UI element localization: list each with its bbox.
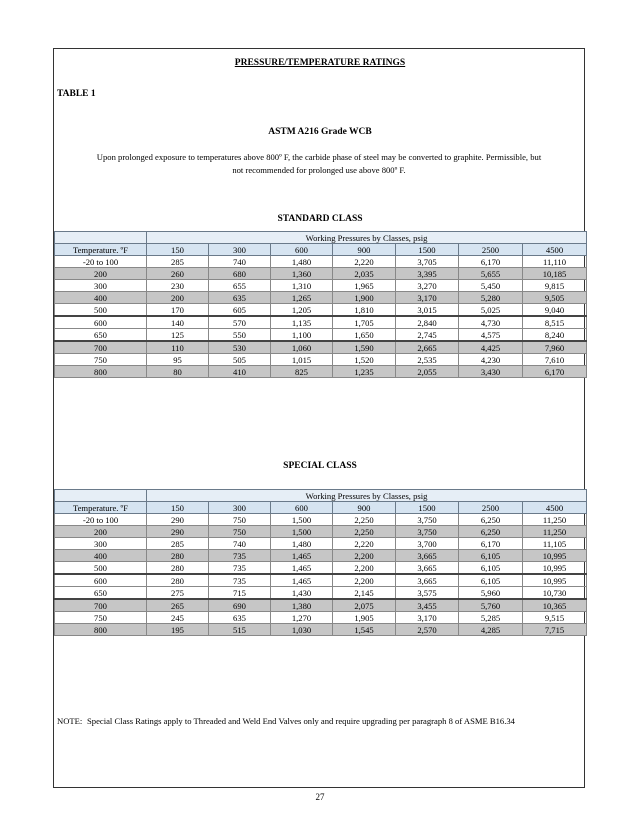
pressure-cell: 3,015 bbox=[396, 304, 459, 317]
pressure-cell: 5,285 bbox=[459, 612, 523, 624]
pressure-cell: 655 bbox=[209, 280, 271, 292]
pressure-cell: 95 bbox=[147, 354, 209, 366]
table-row bbox=[55, 526, 587, 538]
pressure-cell: 530 bbox=[209, 341, 271, 354]
pressure-cell: 2,055 bbox=[396, 366, 459, 378]
pressure-cell: 1,265 bbox=[271, 292, 333, 304]
pressure-cell: 1,705 bbox=[333, 316, 396, 329]
pressure-cell: 1,500 bbox=[271, 526, 333, 538]
pressure-cell: 6,105 bbox=[459, 550, 523, 562]
pressure-cell: 11,105 bbox=[523, 538, 587, 550]
column-header: 4500 bbox=[523, 502, 587, 514]
pressure-cell: 1,465 bbox=[271, 550, 333, 562]
pressure-cell: 5,655 bbox=[459, 268, 523, 280]
pressure-cell: 740 bbox=[209, 538, 271, 550]
pressure-cell: 80 bbox=[147, 366, 209, 378]
pressure-cell: 3,705 bbox=[396, 256, 459, 268]
pressure-cell: 6,105 bbox=[459, 562, 523, 575]
pressure-cell: 1,270 bbox=[271, 612, 333, 624]
pressure-cell: 515 bbox=[209, 624, 271, 636]
column-header: Temperature. ºF bbox=[55, 244, 147, 256]
pressure-cell: 1,030 bbox=[271, 624, 333, 636]
graphitization-warning: Upon prolonged exposure to temperatures above 800º F, the carbide phase of steel may be converted to graphite. Permissible, but not recommended for prolonged use above 800º F. bbox=[96, 152, 542, 175]
working-pressures-label: Working Pressures by Classes, psig bbox=[147, 490, 587, 502]
pressure-cell: 1,060 bbox=[271, 341, 333, 354]
temperature-cell: 500 bbox=[55, 562, 147, 575]
pressure-cell: 1,310 bbox=[271, 280, 333, 292]
pressure-cell: 10,365 bbox=[523, 599, 587, 612]
special-class-title: SPECIAL CLASS bbox=[283, 461, 357, 471]
pressure-cell: 2,200 bbox=[333, 550, 396, 562]
pressure-cell: 265 bbox=[147, 599, 209, 612]
pressure-cell: 715 bbox=[209, 587, 271, 600]
pressure-cell: 2,075 bbox=[333, 599, 396, 612]
pressure-cell: 3,270 bbox=[396, 280, 459, 292]
pressure-cell: 1,900 bbox=[333, 292, 396, 304]
table-row bbox=[55, 304, 587, 317]
pressure-cell: 9,040 bbox=[523, 304, 587, 317]
pressure-cell: 275 bbox=[147, 587, 209, 600]
pressure-cell: 4,285 bbox=[459, 624, 523, 636]
pressure-cell: 635 bbox=[209, 292, 271, 304]
pressure-cell: 2,200 bbox=[333, 562, 396, 575]
pressure-cell: 2,535 bbox=[396, 354, 459, 366]
temperature-cell: 700 bbox=[55, 599, 147, 612]
table-row bbox=[55, 268, 587, 280]
pressure-cell: 635 bbox=[209, 612, 271, 624]
temperature-cell: 200 bbox=[55, 526, 147, 538]
pressure-cell: 5,450 bbox=[459, 280, 523, 292]
pressure-cell: 245 bbox=[147, 612, 209, 624]
pressure-cell: 10,730 bbox=[523, 587, 587, 600]
pressure-cell: 410 bbox=[209, 366, 271, 378]
pressure-cell: 110 bbox=[147, 341, 209, 354]
pressure-cell: 3,455 bbox=[396, 599, 459, 612]
pressure-cell: 8,240 bbox=[523, 329, 587, 342]
pressure-cell: 6,170 bbox=[459, 538, 523, 550]
pressure-cell: 605 bbox=[209, 304, 271, 317]
pressure-cell: 8,515 bbox=[523, 316, 587, 329]
pressure-cell: 10,995 bbox=[523, 550, 587, 562]
pressure-cell: 1,590 bbox=[333, 341, 396, 354]
pressure-cell: 3,430 bbox=[459, 366, 523, 378]
column-header: 1500 bbox=[396, 502, 459, 514]
pressure-cell: 10,185 bbox=[523, 268, 587, 280]
pressure-cell: 3,395 bbox=[396, 268, 459, 280]
pressure-cell: 3,665 bbox=[396, 550, 459, 562]
pressure-cell: 260 bbox=[147, 268, 209, 280]
pressure-cell: 170 bbox=[147, 304, 209, 317]
pressure-cell: 4,425 bbox=[459, 341, 523, 354]
page-number: 27 bbox=[315, 792, 325, 802]
column-header: Temperature. ºF bbox=[55, 502, 147, 514]
pressure-cell: 750 bbox=[209, 514, 271, 526]
pressure-cell: 1,465 bbox=[271, 562, 333, 575]
column-header: 1500 bbox=[396, 244, 459, 256]
pressure-cell: 290 bbox=[147, 514, 209, 526]
pressure-cell: 6,250 bbox=[459, 514, 523, 526]
pressure-cell: 2,200 bbox=[333, 574, 396, 587]
column-header: 150 bbox=[147, 502, 209, 514]
table-row bbox=[55, 612, 587, 624]
pressure-cell: 680 bbox=[209, 268, 271, 280]
pressure-cell: 1,500 bbox=[271, 514, 333, 526]
working-pressures-row bbox=[55, 232, 587, 244]
pressure-cell: 4,575 bbox=[459, 329, 523, 342]
table-row bbox=[55, 256, 587, 268]
temperature-cell: 650 bbox=[55, 587, 147, 600]
pressure-cell: 1,965 bbox=[333, 280, 396, 292]
pressure-cell: 1,135 bbox=[271, 316, 333, 329]
pressure-cell: 690 bbox=[209, 599, 271, 612]
pressure-cell: 290 bbox=[147, 526, 209, 538]
pressure-cell: 285 bbox=[147, 256, 209, 268]
column-header: 600 bbox=[271, 502, 333, 514]
temperature-cell: 200 bbox=[55, 268, 147, 280]
material-heading: ASTM A216 Grade WCB bbox=[268, 127, 372, 137]
table-row bbox=[55, 341, 587, 354]
standard-class-title: STANDARD CLASS bbox=[277, 214, 363, 224]
column-header: 150 bbox=[147, 244, 209, 256]
pressure-cell: 5,760 bbox=[459, 599, 523, 612]
pressure-cell: 10,995 bbox=[523, 574, 587, 587]
table-row bbox=[55, 316, 587, 329]
pressure-cell: 1,465 bbox=[271, 574, 333, 587]
pressure-cell: 1,235 bbox=[333, 366, 396, 378]
table-label: TABLE 1 bbox=[57, 89, 96, 99]
note-label: NOTE: bbox=[57, 716, 83, 726]
pressure-cell: 195 bbox=[147, 624, 209, 636]
temperature-cell: 800 bbox=[55, 624, 147, 636]
temperature-cell: 750 bbox=[55, 354, 147, 366]
pressure-cell: 1,810 bbox=[333, 304, 396, 317]
pressure-cell: 1,905 bbox=[333, 612, 396, 624]
pressure-cell: 5,280 bbox=[459, 292, 523, 304]
pressure-cell: 570 bbox=[209, 316, 271, 329]
table-row bbox=[55, 354, 587, 366]
pressure-cell: 9,815 bbox=[523, 280, 587, 292]
pressure-cell: 9,515 bbox=[523, 612, 587, 624]
temperature-cell: 650 bbox=[55, 329, 147, 342]
pressure-cell: 1,100 bbox=[271, 329, 333, 342]
pressure-cell: 6,170 bbox=[459, 256, 523, 268]
temperature-cell: 600 bbox=[55, 574, 147, 587]
pressure-cell: 3,575 bbox=[396, 587, 459, 600]
pressure-cell: 11,250 bbox=[523, 514, 587, 526]
pressure-cell: 505 bbox=[209, 354, 271, 366]
temperature-cell: 300 bbox=[55, 280, 147, 292]
pressure-cell: 3,170 bbox=[396, 292, 459, 304]
table-row bbox=[55, 550, 587, 562]
working-pressures-label: Working Pressures by Classes, psig bbox=[147, 232, 587, 244]
pressure-cell: 735 bbox=[209, 562, 271, 575]
pressure-cell: 230 bbox=[147, 280, 209, 292]
pressure-cell: 200 bbox=[147, 292, 209, 304]
pressure-cell: 11,110 bbox=[523, 256, 587, 268]
pressure-cell: 1,480 bbox=[271, 256, 333, 268]
pressure-cell: 9,505 bbox=[523, 292, 587, 304]
header-row bbox=[55, 244, 587, 256]
table-row bbox=[55, 366, 587, 378]
table-row bbox=[55, 280, 587, 292]
temperature-cell: 700 bbox=[55, 341, 147, 354]
column-header: 4500 bbox=[523, 244, 587, 256]
pressure-cell: 11,250 bbox=[523, 526, 587, 538]
pressure-cell: 1,360 bbox=[271, 268, 333, 280]
pressure-cell: 2,220 bbox=[333, 256, 396, 268]
special-class-table bbox=[54, 489, 587, 636]
temperature-cell: 300 bbox=[55, 538, 147, 550]
temperature-cell: 400 bbox=[55, 550, 147, 562]
pressure-cell: 280 bbox=[147, 574, 209, 587]
pressure-cell: 1,480 bbox=[271, 538, 333, 550]
pressure-cell: 7,610 bbox=[523, 354, 587, 366]
pressure-cell: 2,220 bbox=[333, 538, 396, 550]
table-row bbox=[55, 599, 587, 612]
pressure-cell: 1,205 bbox=[271, 304, 333, 317]
pressure-cell: 1,650 bbox=[333, 329, 396, 342]
pressure-cell: 7,960 bbox=[523, 341, 587, 354]
working-pressures-row bbox=[55, 490, 587, 502]
page-frame bbox=[53, 48, 585, 802]
pressure-cell: 3,665 bbox=[396, 562, 459, 575]
table-row bbox=[55, 292, 587, 304]
table-row bbox=[55, 514, 587, 526]
pressure-cell: 3,170 bbox=[396, 612, 459, 624]
pressure-cell: 2,570 bbox=[396, 624, 459, 636]
pressure-cell: 5,960 bbox=[459, 587, 523, 600]
pressure-cell: 5,025 bbox=[459, 304, 523, 317]
table-row bbox=[55, 574, 587, 587]
pressure-cell: 1,015 bbox=[271, 354, 333, 366]
column-header: 2500 bbox=[459, 244, 523, 256]
pressure-cell: 10,995 bbox=[523, 562, 587, 575]
pressure-cell: 4,230 bbox=[459, 354, 523, 366]
pressure-cell: 6,170 bbox=[523, 366, 587, 378]
table-row bbox=[55, 587, 587, 600]
pressure-cell: 3,750 bbox=[396, 526, 459, 538]
pressure-cell: 735 bbox=[209, 550, 271, 562]
pressure-cell: 125 bbox=[147, 329, 209, 342]
column-header: 300 bbox=[209, 244, 271, 256]
pressure-cell: 6,105 bbox=[459, 574, 523, 587]
table-row bbox=[55, 562, 587, 575]
pressure-cell: 740 bbox=[209, 256, 271, 268]
pressure-cell: 2,145 bbox=[333, 587, 396, 600]
pressure-cell: 280 bbox=[147, 562, 209, 575]
pressure-cell: 1,545 bbox=[333, 624, 396, 636]
temperature-cell: 750 bbox=[55, 612, 147, 624]
temperature-cell: -20 to 100 bbox=[55, 256, 147, 268]
note-text: Special Class Ratings apply to Threaded and Weld End Valves only and require upgrading per paragraph 8 of ASME B16.34 bbox=[87, 716, 515, 726]
pressure-cell: 2,250 bbox=[333, 514, 396, 526]
pressure-cell: 3,700 bbox=[396, 538, 459, 550]
pressure-cell: 1,520 bbox=[333, 354, 396, 366]
pressure-cell: 280 bbox=[147, 550, 209, 562]
pressure-cell: 4,730 bbox=[459, 316, 523, 329]
pressure-cell: 2,745 bbox=[396, 329, 459, 342]
pressure-cell: 1,380 bbox=[271, 599, 333, 612]
pressure-cell: 1,430 bbox=[271, 587, 333, 600]
temperature-cell: 500 bbox=[55, 304, 147, 317]
pressure-cell: 825 bbox=[271, 366, 333, 378]
pressure-cell: 285 bbox=[147, 538, 209, 550]
pressure-cell: 550 bbox=[209, 329, 271, 342]
column-header: 900 bbox=[333, 244, 396, 256]
column-header: 900 bbox=[333, 502, 396, 514]
pressure-cell: 2,035 bbox=[333, 268, 396, 280]
pressure-cell: 6,250 bbox=[459, 526, 523, 538]
page-title: PRESSURE/TEMPERATURE RATINGS bbox=[234, 58, 406, 68]
column-header: 300 bbox=[209, 502, 271, 514]
temperature-cell: -20 to 100 bbox=[55, 514, 147, 526]
pressure-cell: 3,665 bbox=[396, 574, 459, 587]
pressure-cell: 2,665 bbox=[396, 341, 459, 354]
temperature-cell: 600 bbox=[55, 316, 147, 329]
pressure-cell: 2,840 bbox=[396, 316, 459, 329]
table-row bbox=[55, 329, 587, 342]
pressure-cell: 2,250 bbox=[333, 526, 396, 538]
temperature-cell: 800 bbox=[55, 366, 147, 378]
blank-cell bbox=[55, 232, 147, 244]
pressure-cell: 735 bbox=[209, 574, 271, 587]
pressure-cell: 750 bbox=[209, 526, 271, 538]
temperature-cell: 400 bbox=[55, 292, 147, 304]
table-row bbox=[55, 538, 587, 550]
pressure-cell: 140 bbox=[147, 316, 209, 329]
blank-cell bbox=[55, 490, 147, 502]
column-header: 2500 bbox=[459, 502, 523, 514]
table-row bbox=[55, 624, 587, 636]
pressure-cell: 3,750 bbox=[396, 514, 459, 526]
standard-class-table bbox=[54, 231, 587, 378]
column-header: 600 bbox=[271, 244, 333, 256]
header-row bbox=[55, 502, 587, 514]
pressure-cell: 7,715 bbox=[523, 624, 587, 636]
